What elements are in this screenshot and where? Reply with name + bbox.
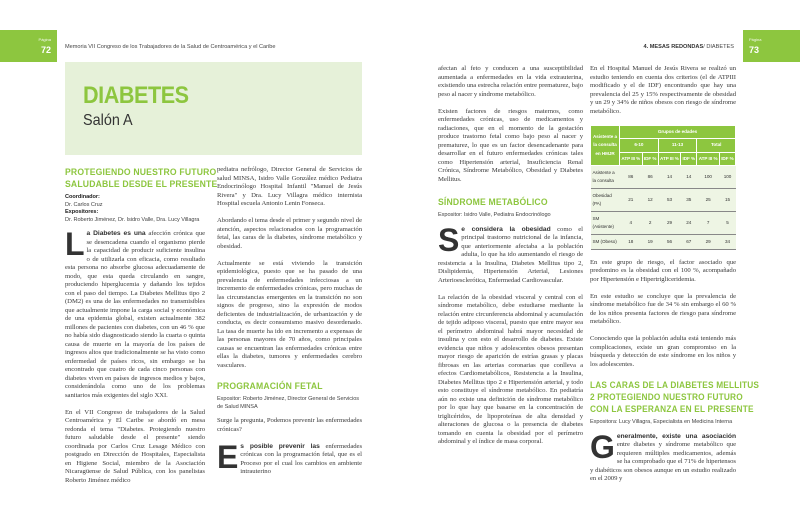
paragraph: afectan al feto y conducen a una susceptibilidad aumentada a enfermedades en la vida extrauterina, existiendo una estrecha relación entre prematurez, bajo peso al nacer y síndrome metabólico. (438, 65, 583, 98)
age-group: Total (697, 139, 736, 153)
section-heading: PROTEGIENDO NUESTRO FUTURO SALUDABLE DESDE EL PRESENTE (65, 166, 218, 189)
paragraph: La Diabetes es una afección crónica que se desencadena cuando el organismo pierde la capacidad de producir suficiente insulina o de utilizarla con eficacia, como resultado esta persona no absorbe glucosa adecuadamente de modo, que esta queda circulando en sangre, produciendo hiperglucemia y dañando los tejidos con el paso del tiempo. La Diabetes Mellitus tipo 2 (DM2) es una de las enfermedades no transmisibles que actualmente impone la carga social y económica de una epidemia global, existen actualmente 382 millones de pacientes con diabetes, con un 46 % que no había sido diagnosticado siendo la cuarta o quinta causa de muerte en la mayoría de los países de ingresos altos que tradicionalmente se ha visto como enfermedad de países ricos, sin embargo se ha encontrado que cuatro de cada cinco personas con diabetes viven en países de ingresos medios y bajos, considerándola como uno de los problemas sanitarios más exigentes del siglo XXI. (65, 226, 205, 399)
paragraph: En este estudio se concluye que la prevalencia de síndrome metabólico fue de 34 % sin embargo el 60 % de los niños presenta factores de riesgo para síndrome metabólico. (590, 292, 736, 325)
column-subheader: ATP III % (620, 152, 643, 166)
page-title: DIABETES (83, 82, 189, 109)
table-cell: 5 (719, 212, 735, 235)
column-subheader: IDF % (719, 152, 735, 166)
table-cell: 100 (697, 166, 720, 189)
speaker: Expositor: Roberto Jiménez, Director General de Servicios de Salud MINSA (217, 396, 360, 410)
paragraph: Actualmente se está viviendo la transición epidemiológica, puesto que se ha pasado de una prevalencia de enfermedades infecciosas a un incremento de enfermedades crónicas, pero muchas de las circunstancias emergentes en la transición no son signos de progreso, sino la expresión de modos deficientes de industrialización, de urbanización y de conducta, es decir consumismo masivo desordenado. La tasa de muerte ha ido en incremento a expensas de las personas mayores de 70 años, como principales causas se encuentran las enfermedades crónicas entre ellas la diabetes, tumores y enfermedades cerebro vasculares. (217, 259, 362, 369)
table-cell: 86 (620, 166, 643, 189)
table-cell: 53 (658, 189, 681, 212)
right-column-1 (438, 65, 583, 455)
left-column-2 (217, 166, 362, 485)
section-heading: SÍNDROME METABÓLICO (438, 196, 548, 207)
drop-cap: E (217, 438, 239, 475)
table-cell: 100 (719, 166, 735, 189)
table-row (591, 235, 736, 250)
table-cell: 56 (658, 235, 681, 250)
table-cell: 86 (642, 166, 658, 189)
drop-cap: G (590, 428, 615, 465)
column-subheader: ATP III % (658, 152, 681, 166)
table-cell: 14 (681, 166, 697, 189)
table-row (591, 189, 736, 212)
row-label: Obesidad (PA) (591, 189, 620, 212)
page-number: 72 (40, 45, 51, 55)
paragraph: Generalmente, existe una asociación entre diabetes y síndrome metabólico que requieren múltiples medicamentos, además se ha comprobado que el 71% de hipertensos y diabéticos son obesos aunque en un estudio realizado en el 2009 y (590, 428, 736, 482)
section-heading: PROGRAMACIÓN FETAL (217, 380, 323, 391)
title-box (65, 62, 362, 155)
table-cell: 2 (642, 212, 658, 235)
table-cell: 12 (642, 189, 658, 212)
page-label: Página (749, 37, 762, 42)
table-cell: 14 (658, 166, 681, 189)
paragraph: Surge la pregunta, Podemos prevenir las enfermedades crónicas? (217, 417, 362, 433)
paragraph: En este grupo de riesgo, el factor asociado que predomino es la obesidad con el 100 %, acompañado por Hipertensión e Hipertrigliceridemia. (590, 258, 736, 283)
speaker: Expositor: Isidro Valle, Pediatra Endocrinólogo (438, 212, 551, 218)
table-cell: 67 (681, 235, 697, 250)
page-tab-left (0, 30, 57, 62)
table-cell: 18 (620, 235, 643, 250)
table-cell: 15 (719, 189, 735, 212)
speaker: Expositora: Lucy Villagra, Especialista en Medicina Interna (590, 419, 733, 425)
running-header-left: Memoria VII Congreso de los Trabajadores de la Salud de Centroamérica y el Caribe (65, 44, 276, 50)
column-subheader: IDF % (642, 152, 658, 166)
row-label: SM (Asistente) (591, 212, 620, 235)
table-cell: 7 (697, 212, 720, 235)
running-header-right: 4. MESAS REDONDAS/ DIABETES (643, 44, 734, 50)
paragraph: Es posible prevenir las enfermedades crónicas con la programación fetal, que es el Proceso por el cual los cambios en ambiente intrauterino (217, 438, 362, 475)
paragraph: pediatra nefrólogo, Director General de Servicios de salud MINSA, Isidro Valle González médico Pediatra Endocrinólogo Hospital Infantil "Manuel de Jesús Rivera" y Dra. Lucy Villagra médico internista Hospital escuela Antonio Lenin Fonseca. (217, 166, 362, 207)
age-group: 6-10 (620, 139, 659, 153)
section-heading: LAS CARAS DE LA DIABETES MELLITUS 2 PROTEGIENDO NUESTRO FUTURO CON LA ESPERANZA EN EL PRESENTE (590, 380, 760, 414)
table-cell: 24 (681, 212, 697, 235)
table-corner: Asistente a la consulta en HMJR (591, 125, 620, 166)
table-row (591, 212, 736, 235)
column-subheader: ATP III % (697, 152, 720, 166)
table-cell: 19 (642, 235, 658, 250)
paragraph: En el VII Congreso de trabajadores de la Salud Centroamérica y El Caribe se abordó en mesa redonda el tema "Diabetes. Protegiendo nuestro futuro saludable desde el presente" siendo coordinada por Carlos Cruz Lesage Médico con postgrado en Dirección de Hospitales, Especialista en Higiene Social, miembro de la Asociación Nicaragüense de Salud Pública, con los panelistas Roberto Jiménez médico (65, 408, 205, 484)
drop-cap: L (65, 226, 85, 262)
paragraph: Se considera la obesidad como el principal trastorno nutricional de la infancia, que anteriormente afectaba a la población adulta, lo que ha ido aumentando el riesgo de resistencia a la Insulina, Diabetes Mellitus tipo 2, Dislipidemia, Hipertensión Arterial, Lesiones Arterioesclerótica, Enfermedad Cardiovascular. (438, 221, 583, 284)
page-number: 73 (749, 45, 760, 55)
paragraph: Abordando el tema desde el primer y segundo nivel de atención, aspectos relacionados con la programación fetal, las caras de la diabetes, síndrome metabólico y obesidad. (217, 217, 362, 250)
table-cell: 4 (620, 212, 643, 235)
row-label: Asistente a la consulta (591, 166, 620, 189)
table-cell: 29 (658, 212, 681, 235)
group-header: Grupos de edades (620, 125, 736, 139)
page-subtitle: Salón A (83, 112, 133, 129)
table-cell: 29 (697, 235, 720, 250)
table-cell: 21 (620, 189, 643, 212)
drop-cap: S (438, 221, 460, 258)
column-subheader: IDF % (681, 152, 697, 166)
right-column-2 (590, 65, 760, 492)
row-label: SM (Obeso) (591, 235, 620, 250)
page-label: Página (38, 37, 51, 42)
age-group: 11-13 (658, 139, 697, 153)
table-row (591, 166, 736, 189)
paragraph: La relación de la obesidad visceral y central con el síndrome metabólico, debe estudiarse mediante la relación entre circunferencia abdominal y acumulación de tejido adiposo visceral, puesto que entre mayor sea el perímetro abdominal habrá mayor necesidad de insulina y con esto el desarrollo de diabetes. Existe evidencia que niños y adolescentes obesos presentan mayor riesgo de aparición de estrías grasas y placas fibrosas en las arterias coronarias que conlleva a efectos Cardiometabólicos, Resistencia a la Insulina, Diabetes Mellitus tipo 2 e Hipertensión arterial, y todo esto constituye el síndrome metabólico. En pediatría aún no existe una definición de síndrome metabólico por lo que hay que basarse en la concentración de triglicéridos, de lipoproteínas de alta densidad y alteraciones de glucosa o la presencia de diabetes tomando en cuenta la obesidad por el perímetro abdominal y el índice de masa corporal. (438, 293, 583, 445)
age-group-table (590, 125, 736, 250)
table-cell: 35 (681, 189, 697, 212)
page-tab-right (743, 30, 800, 62)
paragraph: Conociendo que la población adulta está teniendo más complicaciones, existe un gran compromiso en la búsqueda y detección de este síndrome en los niños y los adolescentes. (590, 335, 736, 368)
left-column-1 (65, 166, 218, 494)
table-cell: 34 (719, 235, 735, 250)
paragraph: Existen factores de riesgos maternos, como enfermedades crónicas, uso de medicamentos y radiaciones, que en el momento de la gestación produce trastorno fetal como bajo peso al nacer y prematurez, lo que es un factor desencadenante para desarrollar en el futuro enfermedades crónicas tales como Hipertensión arterial, Insuficiencia Renal Crónica, Síndrome Metabólico, Obesidad y Diabetes Mellitus. (438, 107, 583, 183)
credits: Coordinador: Dr. Carlos Cruz Expositores: Dr. Roberto Jiménez, Dr. Isidro Valle, Dra. Lucy Villagra (65, 194, 200, 223)
paragraph: En el Hospital Manuel de Jesús Rivera se realizó un estudio teniendo en cuenta dos criterios (el de ATPIII modificado y el de IDF) encontrando que hay una prevalencia del 25 y 15% respectivamente de obesidad y un 29 y 34% de niños obesos con riesgo de síndrome metabólico. (590, 65, 736, 115)
table-cell: 25 (697, 189, 720, 212)
